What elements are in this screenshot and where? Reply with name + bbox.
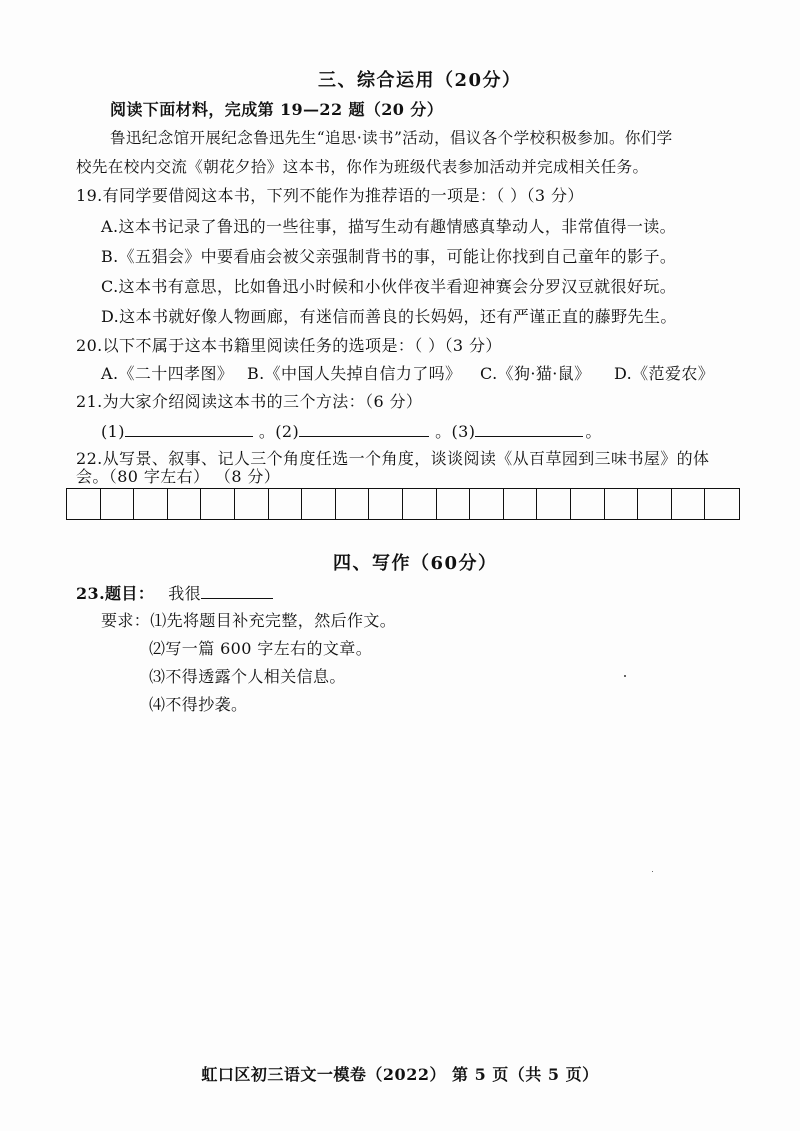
intro-paragraph-line: 鲁迅纪念馆开展纪念鲁迅先生“追思·读书”活动，倡议各个学校积极参加。你们学 [110,129,673,147]
option-b: B.《中国人失掉自信力了吗》 [247,364,462,383]
blank-label-2: 。(2) [258,422,300,441]
grid-cell[interactable] [672,489,706,519]
page-footer: 虹口区初三语文一模卷（2022） 第 5 页（共 5 页） [201,1065,599,1084]
requirement-item: ⑷不得抄袭。 [149,695,248,714]
option-c: C.《狗·猫·鼠》 [480,364,591,383]
requirement-item: ⑴先将题目补充完整，然后作文。 [150,611,397,630]
answer-blank-2[interactable] [299,420,429,437]
requirement-item: ⑶不得透露个人相关信息。 [149,667,346,686]
question-stem: 22.从写景、叙事、记人三个角度任选一个角度，谈谈阅读《从百草园到三味书屋》的体 [76,449,710,468]
option-a: A.这本书记录了鲁迅的一些往事，描写生动有趣情感真挚动人，非常值得一读。 [101,217,677,236]
answer-blank-3[interactable] [475,420,583,437]
grid-cell[interactable] [269,489,303,519]
scan-speck [624,675,626,677]
blank-end: 。 [585,422,602,441]
blank-label-3: 。(3) [435,422,476,441]
essay-title-blank[interactable] [201,582,273,599]
section-heading: 四、写作（60分） [333,553,498,574]
option-d: D.这本书就好像人物画廊，有迷信而善良的长妈妈，还有严谨正直的藤野先生。 [101,307,677,326]
grid-cell[interactable] [437,489,471,519]
essay-title-prefix: 我很 [168,584,202,603]
scan-speck [652,871,653,872]
grid-cell[interactable] [336,489,370,519]
grid-cell[interactable] [168,489,202,519]
requirement-item: ⑵写一篇 600 字左右的文章。 [149,639,373,658]
reading-instruction: 阅读下面材料，完成第 19—22 题（20 分） [110,100,444,119]
option-b: B.《五猖会》中要看庙会被父亲强制背书的事，可能让你找到自己童年的影子。 [101,247,677,266]
grid-cell[interactable] [470,489,504,519]
question-stem-continued: 会。（80 字左右） （8 分） [76,467,281,486]
question-stem: 20.以下不属于这本书籍里阅读任务的选项是：（ ）（3 分） [76,336,502,355]
grid-cell[interactable] [369,489,403,519]
option-a: A.《二十四孝图》 [101,364,234,383]
grid-cell[interactable] [705,489,739,519]
requirements-row [101,610,396,632]
grid-cell[interactable] [403,489,437,519]
intro-paragraph-line: 校先在校内交流《朝花夕拾》这本书，你作为班级代表参加活动并完成相关任务。 [76,158,649,176]
answer-blanks-row [101,420,602,443]
grid-cell[interactable] [302,489,336,519]
grid-cell[interactable] [134,489,168,519]
grid-cell[interactable] [235,489,269,519]
grid-cell[interactable] [201,489,235,519]
requirements-label: 要求： [101,611,151,630]
grid-cell[interactable] [605,489,639,519]
grid-cell[interactable] [67,489,101,519]
essay-question-label: 23.题目： [76,584,155,603]
grid-cell[interactable] [638,489,672,519]
essay-title-row [76,582,273,605]
answer-grid[interactable] [66,488,740,520]
answer-blank-1[interactable] [125,420,253,437]
option-d: D.《范爱农》 [614,364,715,383]
section-heading: 三、综合运用（20分） [318,70,522,91]
grid-cell[interactable] [101,489,135,519]
grid-cell[interactable] [504,489,538,519]
question-stem: 21.为大家介绍阅读这本书的三个方法：（6 分） [76,392,423,411]
blank-label-1: (1) [101,422,125,441]
question-stem: 19.有同学要借阅这本书，下列不能作为推荐语的一项是：（ ）（3 分） [76,186,584,205]
grid-cell[interactable] [571,489,605,519]
option-c: C.这本书有意思，比如鲁迅小时候和小伙伴夜半看迎神赛会分罗汉豆就很好玩。 [101,277,677,296]
grid-cell[interactable] [537,489,571,519]
